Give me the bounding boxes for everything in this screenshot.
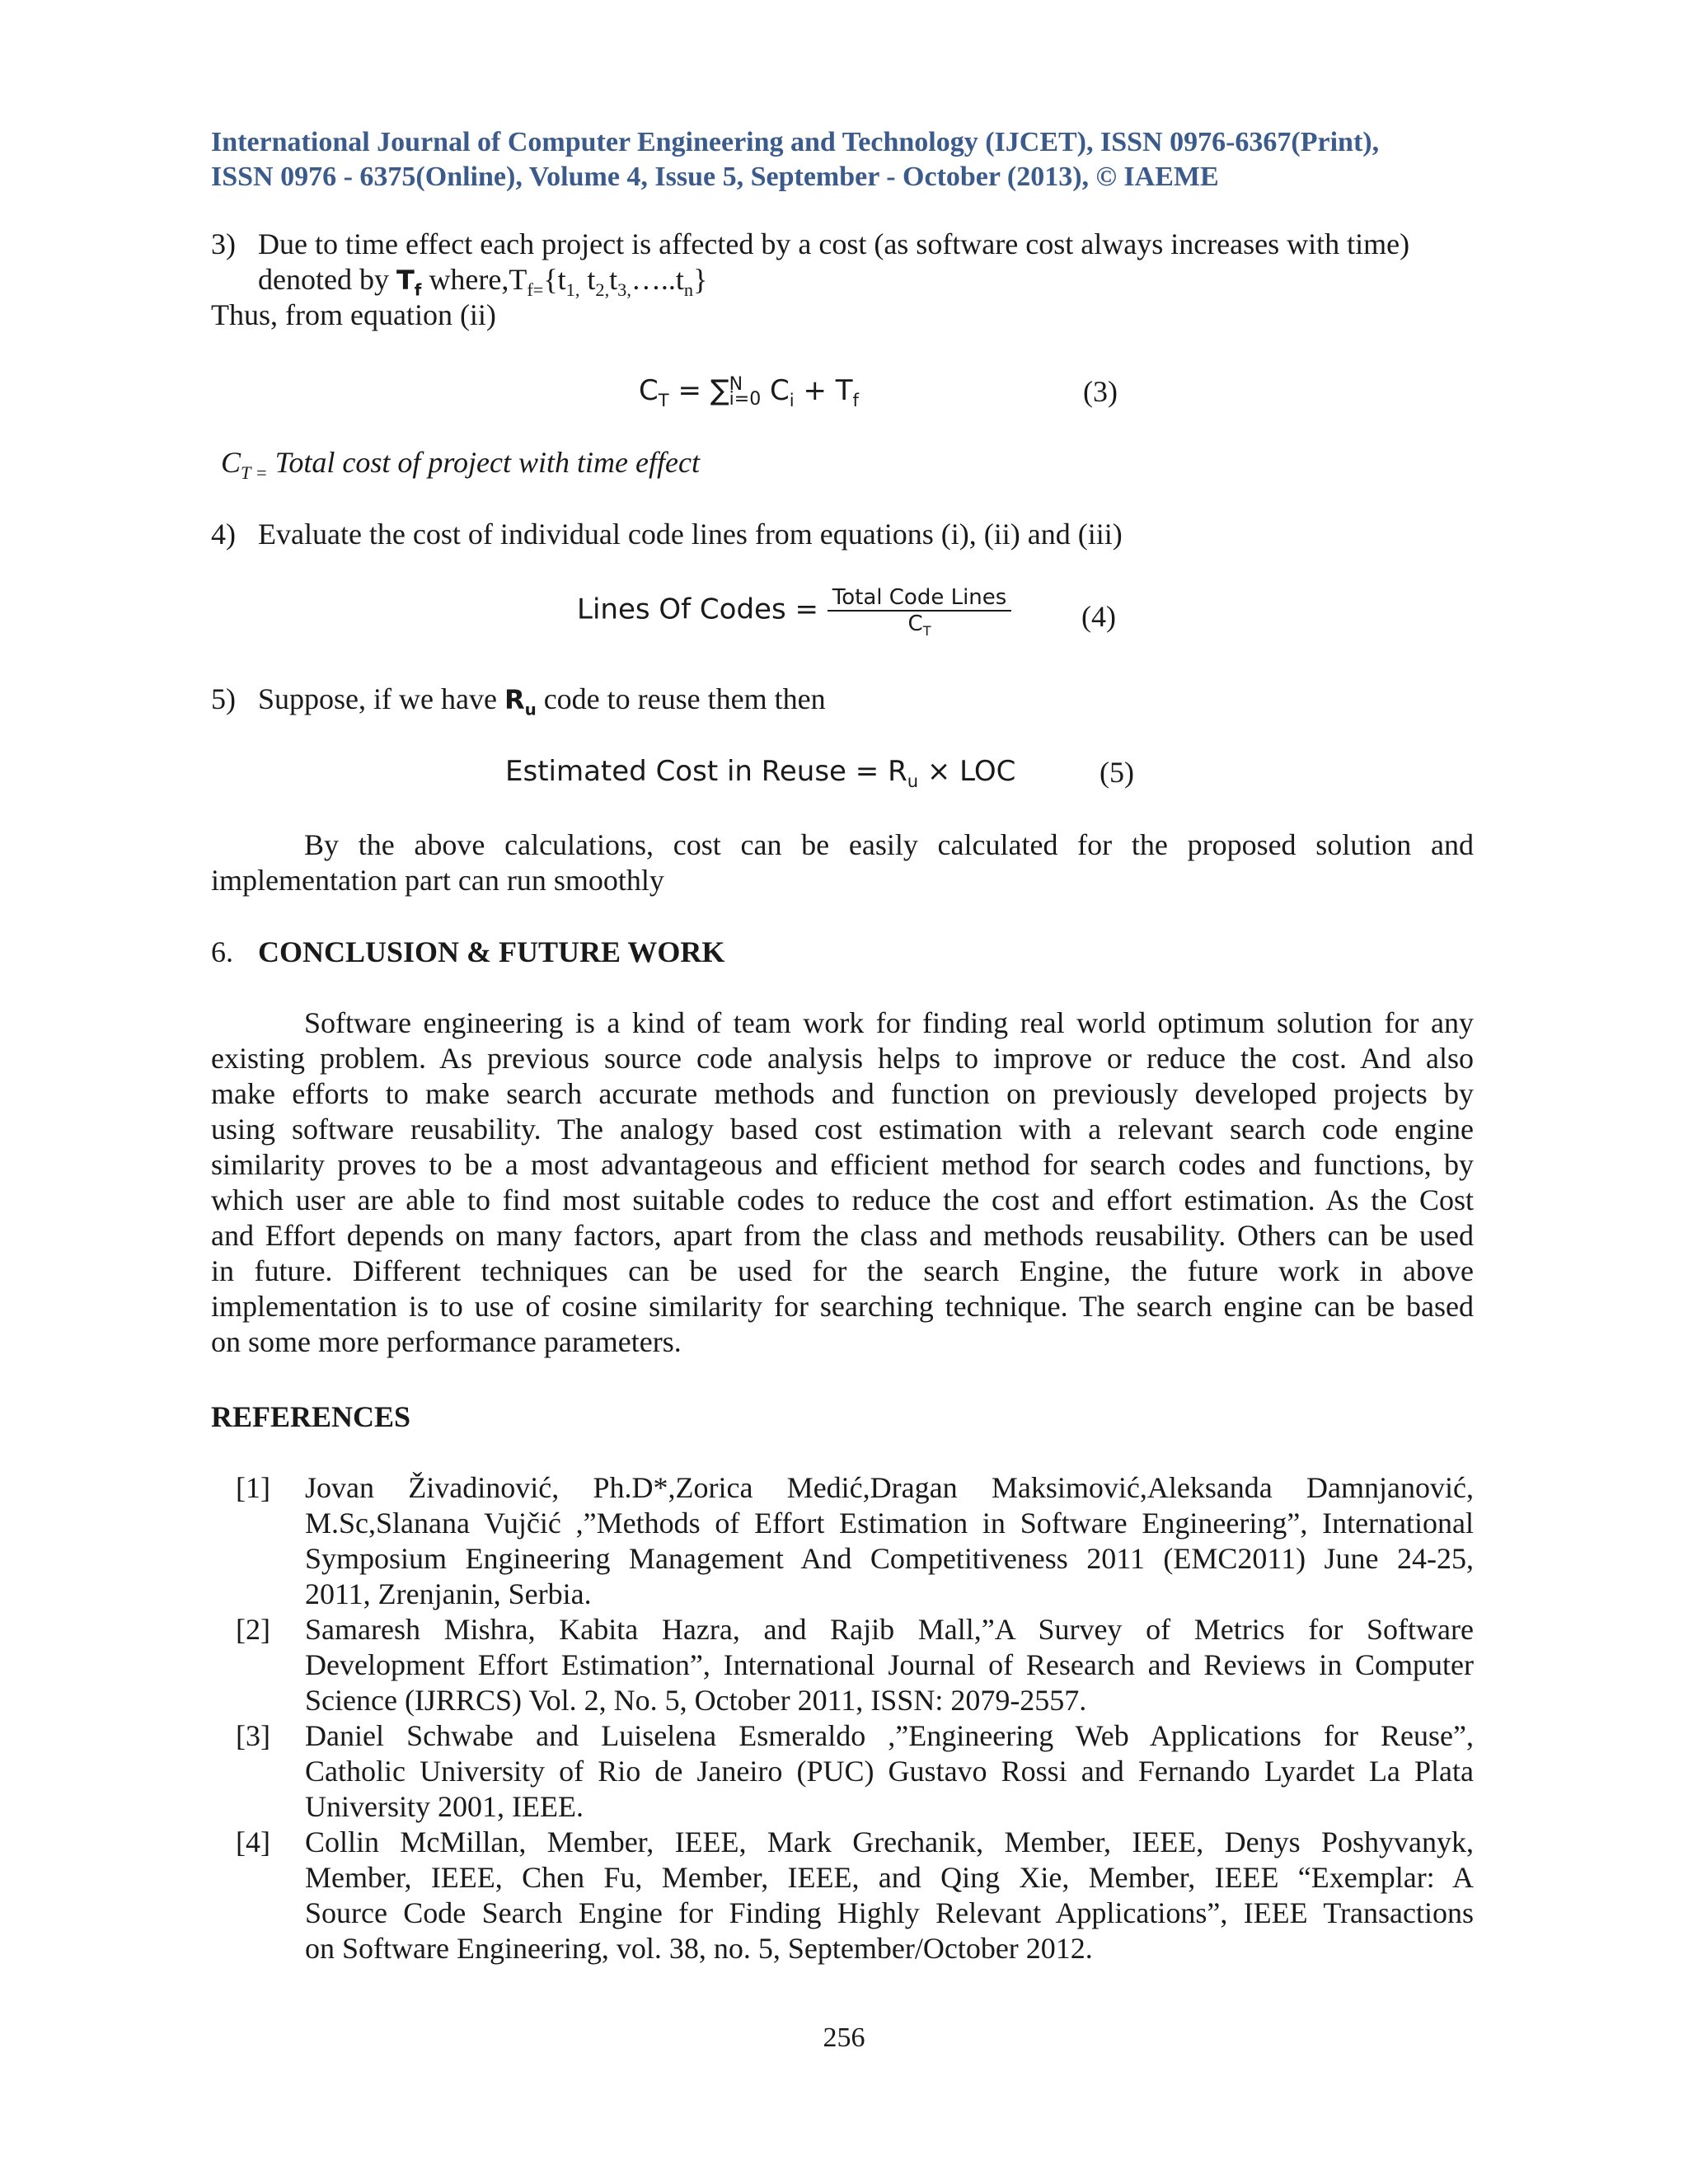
equation-3-number: (3) [1083,375,1118,408]
item-5-text: Suppose, if we have $R_u$ code to reuse them then [258,682,826,719]
conclusion-line: which user are able to find most suitable codes to reduce the cost and effort estimation. As the Cost [211,1183,1474,1216]
conclusion-line: in future. Different techniques can be used for the search Engine, the future work in above [211,1254,1474,1287]
references-heading: REFERENCES [211,1400,411,1433]
reference-number: [1] [236,1471,270,1504]
item-3-line-2: denoted by $T_f$ $where,T_{f=}\{t_{1,}$ $t_{2,}t_{3,}\dots..t_n$} [258,263,708,301]
reference-number: [3] [236,1719,270,1752]
journal-header [211,125,1480,194]
reference-entry: Collin McMillan, Member, IEEE, Mark Grechanik, Member, IEEE, Denys Poshyvanyk, Member, IEEE, Chen Fu, Member, IEEE, and Qing Xie, Member, IEEE “Exemplar: A Source Code Search Engine for Finding Highly Relevant Applications”, IEEE Transactions on Software Engineering, vol. 38, no. 5, September/October 2012. [305,1825,1474,1965]
reference-entry: Daniel Schwabe and Luiselena Esmeraldo ,”Engineering Web Applications for Reuse”, Catholic University of Rio de Janeiro (PUC) Gustavo Rossi and Fernando Lyardet La Plata University 2001, IEEE. [305,1719,1474,1823]
item-4-text: Evaluate the cost of individual code lines from equations (i), (ii) and (iii) [258,518,1123,551]
reference-entry: Jovan Živadinović, Ph.D*,Zorica Medić,Dragan Maksimović,Aleksanda Damnjanović, M.Sc,Slanana Vujčić ,”Methods of Effort Estimation in Software Engineering”, International Symposium Engineering Management And Competitiveness 2011 (EMC2011) June 24-25, 2011, Zrenjanin, Serbia. [305,1471,1474,1610]
conclusion-line: implementation is to use of cosine similarity for searching technique. The search engine can be based [211,1290,1474,1323]
fraction: $\frac{\text{Total Code Lines}}{C_T}$ [828,585,1012,636]
equation-5-number: (5) [1100,756,1134,789]
conclusion-line: make efforts to make search accurate methods and function on previously developed projects by [211,1077,1474,1110]
reference-entry: Samaresh Mishra, Kabita Hazra, and Rajib Mall,”A Survey of Metrics for Software Development Effort Estimation”, International Journal of Research and Reviews in Computer Science (IJRRCS) Vol. 2, No. 5, October 2011, ISSN: 2079-2557. [305,1613,1474,1717]
conclusion-line: existing problem. As previous source code analysis helps to improve or reduce the cost. And also [211,1042,1474,1075]
item-5-number: 5) [211,682,236,715]
item-3-line-1: Due to time effect each project is affected by a cost (as software cost always increases with time) [258,227,1410,260]
reference-number: [2] [236,1613,270,1646]
header-line-2: ISSN 0976 - 6375(Online), Volume 4, Issue 5, September - October (2013), © IAEME [211,162,1219,192]
calc-para-line-2: implementation part can run smoothly [211,864,664,897]
reference-number: [4] [236,1825,270,1858]
equation-3: $C_T$ = ∑ N i=0 $C_i + T_f$ [639,373,859,410]
thus-line: Thus, from equation (ii) [211,298,496,331]
conclusion-line: Software engineering is a kind of team work for finding real world optimum solution for any [304,1006,1474,1039]
equation-4: Lines Of Codes = $\frac{\text{Total Code Lines}}{C_T}$ [577,585,1011,636]
section-6-title: CONCLUSION & FUTURE WORK [258,935,725,968]
item-3-number: 3) [211,227,236,260]
conclusion-line: and Effort depends on many factors, apart from the class and methods reusability. Others can be used [211,1219,1474,1252]
item-4-number: 4) [211,518,236,551]
conclusion-line: using software reusability. The analogy based cost estimation with a relevant search code engine [211,1113,1474,1146]
equation-5: Estimated Cost in Reuse = $R_u$ × LOC [505,755,1016,791]
section-6-number: 6. [211,935,233,968]
conclusion-line: similarity proves to be a most advantageous and efficient method for search codes and functions, by [211,1148,1474,1181]
page-number: 256 [823,2022,865,2053]
calc-para-line-1: By the above calculations, cost can be easily calculated for the proposed solution and [304,828,1474,861]
header-line-1: International Journal of Computer Engineering and Technology (IJCET), ISSN 0976-6367(Print), [211,127,1380,157]
conclusion-line: on some more performance parameters. [211,1325,682,1358]
ct-definition: $C_{T =}$ Total cost of project with time effect [221,446,700,484]
equation-4-number: (4) [1081,600,1116,633]
